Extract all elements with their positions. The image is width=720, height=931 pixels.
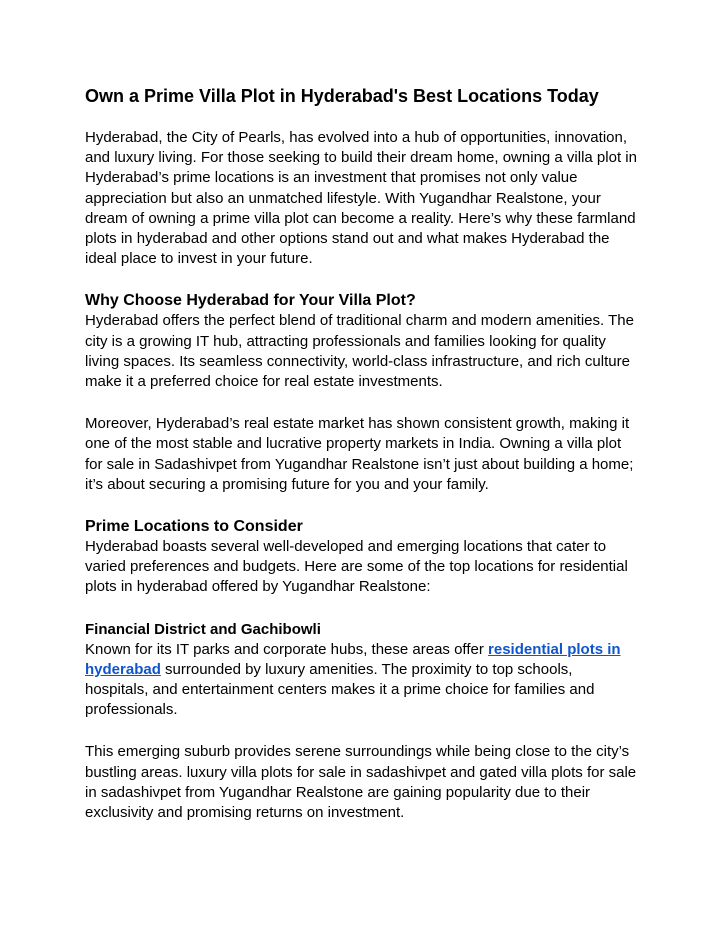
document-page xyxy=(85,84,637,823)
residential-plots-link[interactable]: residential plots in hyderabad xyxy=(85,640,621,678)
why-hyderabad-paragraph-1: Hyderabad offers the perfect blend of traditional charm and modern amenities. The city is a growing IT hub, attracting professionals and families looking for quality living spaces. Its seamless connectivity, world-class infrastructure, and rich culture make it a preferred choice for real estate investments. xyxy=(85,312,634,391)
section-heading-why-hyderabad: Why Choose Hyderabad for Your Villa Plot? xyxy=(85,292,416,310)
subheading-financial-district: Financial District and Gachibowli xyxy=(85,620,321,638)
financial-district-text-after: surrounded by luxury amenities. The proximity to top schools, hospitals, and entertainment centers makes it a prime choice for families and professionals. xyxy=(85,660,595,719)
section-heading-prime-locations: Prime Locations to Consider xyxy=(85,518,303,536)
why-hyderabad-paragraph-2: Moreover, Hyderabad’s real estate market has shown consistent growth, making it one of the most stable and lucrative property markets in India. Owning a villa plot for sale in Sadashivpet from Yugandhar Realstone isn’t just about building a home; it’s about securing a promising future for you and your family. xyxy=(85,415,634,493)
prime-locations-paragraph: Hyderabad boasts several well-developed and emerging locations that cater to varied preferences and budgets. Here are some of the top locations for residential plots in hyderabad offered by Yugandhar Realstone: xyxy=(85,538,628,596)
page-title: Own a Prime Villa Plot in Hyderabad's Best Locations Today xyxy=(85,86,599,106)
financial-district-text-before: Known for its IT parks and corporate hubs, these areas offer xyxy=(85,640,489,658)
financial-district-paragraph xyxy=(85,640,637,721)
emerging-suburb-paragraph: This emerging suburb provides serene surroundings while being close to the city’s bustling areas. luxury villa plots for sale in sadashivpet and gated villa plots for sale in sadashivpet from Yugandhar Realstone are gaining popularity due to their exclusivity and promising returns on investment. xyxy=(85,743,637,822)
intro-paragraph: Hyderabad, the City of Pearls, has evolved into a hub of opportunities, innovation, and luxury living. For those seeking to build their dream home, owning a villa plot in Hyderabad’s prime locations is an investment that promises not only value appreciation but also an unmatched lifestyle. With Yugandhar Realstone, your dream of owning a prime villa plot can become a reality. Here’s why these farmland plots in hyderabad and other options stand out and what makes Hyderabad the ideal place to invest in your future. xyxy=(85,129,637,268)
